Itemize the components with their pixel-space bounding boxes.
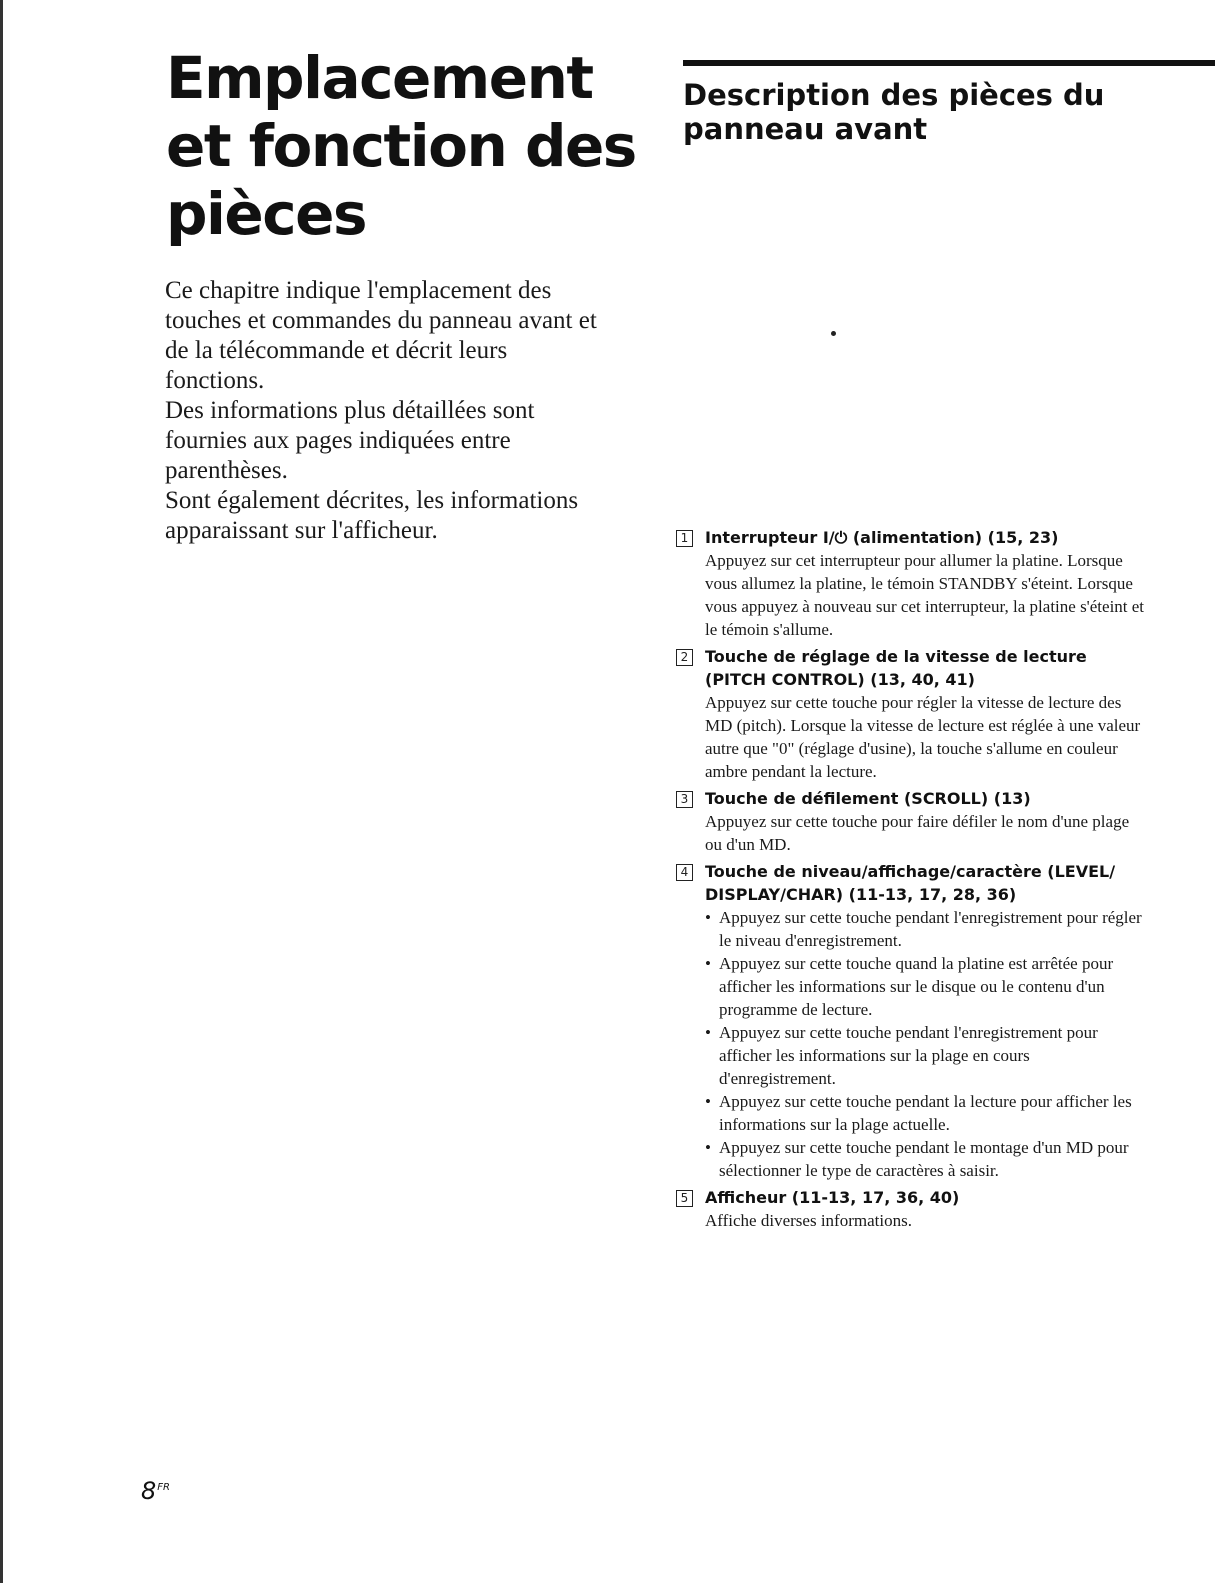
- part-heading: Touche de défilement (SCROLL) (13): [705, 789, 1031, 808]
- parts-list: [676, 526, 1146, 1236]
- bullet-item: • Appuyez sur cette touche pendant la lecture pour afficher les informations sur la plage actuelle.: [705, 1090, 1146, 1136]
- bullet-item: • Appuyez sur cette touche quand la platine est arrêtée pour afficher les informations sur le disque ou le contenu d'un programme de lecture.: [705, 952, 1146, 1021]
- part-heading: Interrupteur I/⏻ (alimentation) (15, 23): [705, 528, 1059, 547]
- part-item: [676, 526, 1146, 641]
- part-description: Appuyez sur cet interrupteur pour allumer la platine. Lorsque vous allumez la platine, le témoin STANDBY s'éteint. Lorsque vous appuyez à nouveau sur cet interrupteur, la platine s'éteint et le témoin s'allume.: [705, 551, 1145, 639]
- chapter-title-line: pièces: [166, 180, 366, 248]
- part-description: Affiche diverses informations.: [705, 1211, 912, 1230]
- section-title-line: Description des pièces du: [683, 78, 1105, 112]
- part-item: [676, 645, 1146, 783]
- page-number: [141, 1474, 170, 1505]
- page-edge: [0, 0, 3, 1583]
- page-number-value: 8: [141, 1477, 157, 1505]
- dot-mark: [831, 331, 836, 336]
- part-item: [676, 1186, 1146, 1232]
- part-item: [676, 860, 1146, 1182]
- bullet-list: [705, 906, 1146, 1182]
- chapter-title-line: et fonction des: [166, 112, 636, 180]
- section-title: [683, 78, 1183, 146]
- intro-paragraph: Des informations plus détaillées sont fournies aux pages indiquées entre parenthèses.: [165, 397, 535, 484]
- page-language-suffix: FR: [157, 1482, 170, 1493]
- part-number-box: 5: [676, 1190, 693, 1207]
- part-item: [676, 787, 1146, 856]
- part-heading: Touche de niveau/affichage/caractère (LEVEL/ DISPLAY/CHAR) (11-13, 17, 28, 36): [705, 862, 1116, 904]
- bullet-item: • Appuyez sur cette touche pendant l'enregistrement pour régler le niveau d'enregistrement.: [705, 906, 1146, 952]
- part-number-box: 3: [676, 791, 693, 808]
- chapter-title: [166, 44, 636, 248]
- part-description: [705, 906, 1146, 1182]
- part-number-box: 2: [676, 649, 693, 666]
- section-title-line: panneau avant: [683, 112, 928, 146]
- part-heading: Afficheur (11-13, 17, 36, 40): [705, 1188, 960, 1207]
- section-rule: [683, 60, 1215, 66]
- part-number-box: 1: [676, 530, 693, 547]
- part-description: Appuyez sur cette touche pour faire défiler le nom d'une plage ou d'un MD.: [705, 812, 1130, 854]
- bullet-item: • Appuyez sur cette touche pendant l'enregistrement pour afficher les informations sur la plage en cours d'enregistrement.: [705, 1021, 1146, 1090]
- part-heading: Touche de réglage de la vitesse de lecture (PITCH CONTROL) (13, 40, 41): [705, 647, 1087, 689]
- chapter-title-line: Emplacement: [166, 44, 593, 112]
- intro-paragraph: Ce chapitre indique l'emplacement des touches et commandes du panneau avant et de la télécommande et décrit leurs fonctions.: [165, 277, 597, 394]
- bullet-item: • Appuyez sur cette touche pendant le montage d'un MD pour sélectionner le type de caractères à saisir.: [705, 1136, 1146, 1182]
- part-description: Appuyez sur cette touche pour régler la vitesse de lecture des MD (pitch). Lorsque la vitesse de lecture est réglée à une valeur autre que "0" (réglage d'usine), la touche s'allume en couleur ambre pendant la lecture.: [705, 693, 1141, 781]
- chapter-intro: [165, 276, 605, 546]
- intro-paragraph: Sont également décrites, les informations apparaissant sur l'afficheur.: [165, 487, 579, 544]
- part-number-box: 4: [676, 864, 693, 881]
